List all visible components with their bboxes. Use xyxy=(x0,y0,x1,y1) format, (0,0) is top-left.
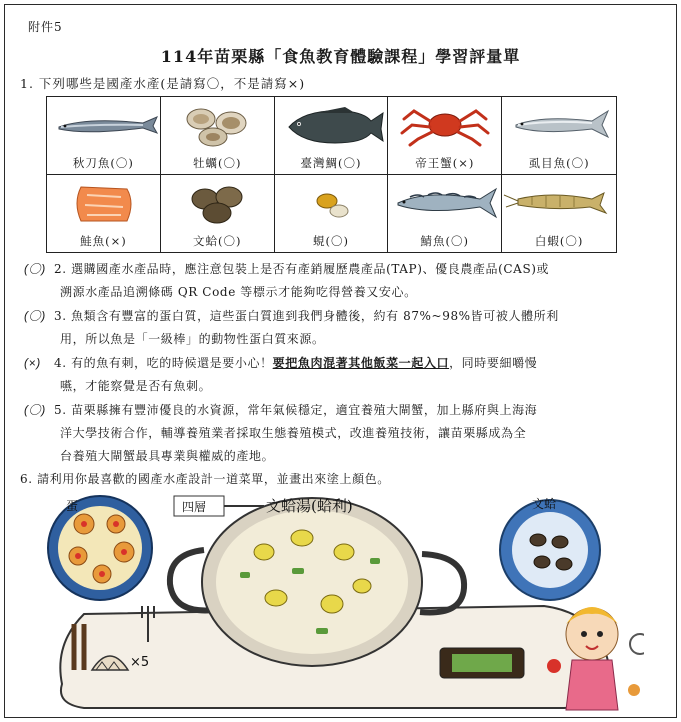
seafood-cell xyxy=(275,175,389,253)
seafood-label: 虱目魚(〇) xyxy=(528,155,590,170)
king-crab-icon xyxy=(388,99,502,151)
answer-mark: (×) xyxy=(24,356,41,370)
seafood-label: 蜆(〇) xyxy=(313,234,349,248)
seafood-cell xyxy=(47,175,161,253)
seafood-cell xyxy=(47,97,161,175)
seafood-label: 帝王蟹(×) xyxy=(415,155,475,170)
left-bowl-label: 蛋 xyxy=(66,499,79,513)
answer-mark: (〇) xyxy=(24,262,46,276)
question-4: (×) 4. 有的魚有刺，吃的時候還是要小心！要把魚肉混著其他飯菜一起入口，同時要細嚼慢 嚥，才能察覺是否有魚刺。 xyxy=(24,352,537,398)
seafood-label: 牡蠣(〇) xyxy=(192,155,242,170)
tilapia-icon xyxy=(275,99,389,151)
oyster-icon xyxy=(161,99,275,151)
answer-mark: (〇) xyxy=(24,309,46,323)
seafood-label: 鯖魚(〇) xyxy=(420,234,470,248)
seafood-label: 鮭魚(×) xyxy=(80,234,127,248)
freshwater-clam-icon xyxy=(275,177,389,229)
mackerel-icon xyxy=(388,177,502,229)
seafood-cell xyxy=(388,175,502,253)
saury-icon xyxy=(47,99,161,151)
salmon-icon xyxy=(47,177,161,229)
dish-name: 文蛤湯(蛤利) xyxy=(266,497,353,515)
right-bowl-label: 文蛤 xyxy=(532,497,557,511)
white-shrimp-icon xyxy=(502,177,616,229)
answer-mark: (〇) xyxy=(24,403,46,417)
seafood-cell xyxy=(502,175,616,253)
page-title: 114年苗栗縣「食魚教育體驗課程」學習評量單 xyxy=(160,47,521,66)
question-1-prompt: 1. 下列哪些是國產水產(是請寫〇，不是請寫×) xyxy=(20,76,306,91)
menu-drawing xyxy=(44,494,644,712)
count-label: ×5 xyxy=(130,655,150,670)
seafood-label: 白蝦(〇) xyxy=(534,234,584,248)
seafood-grid xyxy=(46,96,617,253)
emphasis-text: 要把魚肉混著其他飯菜一起入口 xyxy=(272,356,450,370)
question-3: (〇) 3. 魚類含有豐富的蛋白質，這些蛋白質進到我們身體後，約有 87%~98%皆可被人體所利 用，所以魚是「一級棒」的動物性蛋白質來源。 xyxy=(24,305,559,351)
seafood-cell xyxy=(161,175,275,253)
seafood-cell xyxy=(388,97,502,175)
annex-label: 附件5 xyxy=(28,20,63,34)
question-6-prompt: 6. 請利用你最喜歡的國產水產設計一道菜單，並畫出來塗上顏色。 xyxy=(20,472,390,486)
hard-clam-icon xyxy=(161,177,275,229)
seafood-cell xyxy=(502,97,616,175)
plate-label: 四層 xyxy=(182,500,207,514)
question-2: (〇) 2. 選購國產水產品時，應注意包裝上是否有產銷履歷農產品(TAP)、優良農產品(CAS)或 溯源水產品追溯條碼 QR Code 等標示才能夠吃得營養又安心。 xyxy=(24,258,549,304)
milkfish-icon xyxy=(502,99,616,151)
seafood-label: 秋刀魚(〇) xyxy=(72,155,134,170)
question-5: (〇) 5. 苗栗縣擁有豐沛優良的水資源，常年氣候穩定，適宜養殖大閘蟹，加上縣府與上海海 洋大學技術合作，輔導養殖業者採取生態養殖模式，改進養殖技術，讓苗栗縣成為全 台養殖大閘蟹最具專業與權威的產地。 xyxy=(24,399,537,468)
seafood-cell xyxy=(161,97,275,175)
seafood-label: 文蛤(〇) xyxy=(192,234,242,248)
seafood-cell xyxy=(275,97,389,175)
seafood-label: 臺灣鯛(〇) xyxy=(300,155,362,170)
